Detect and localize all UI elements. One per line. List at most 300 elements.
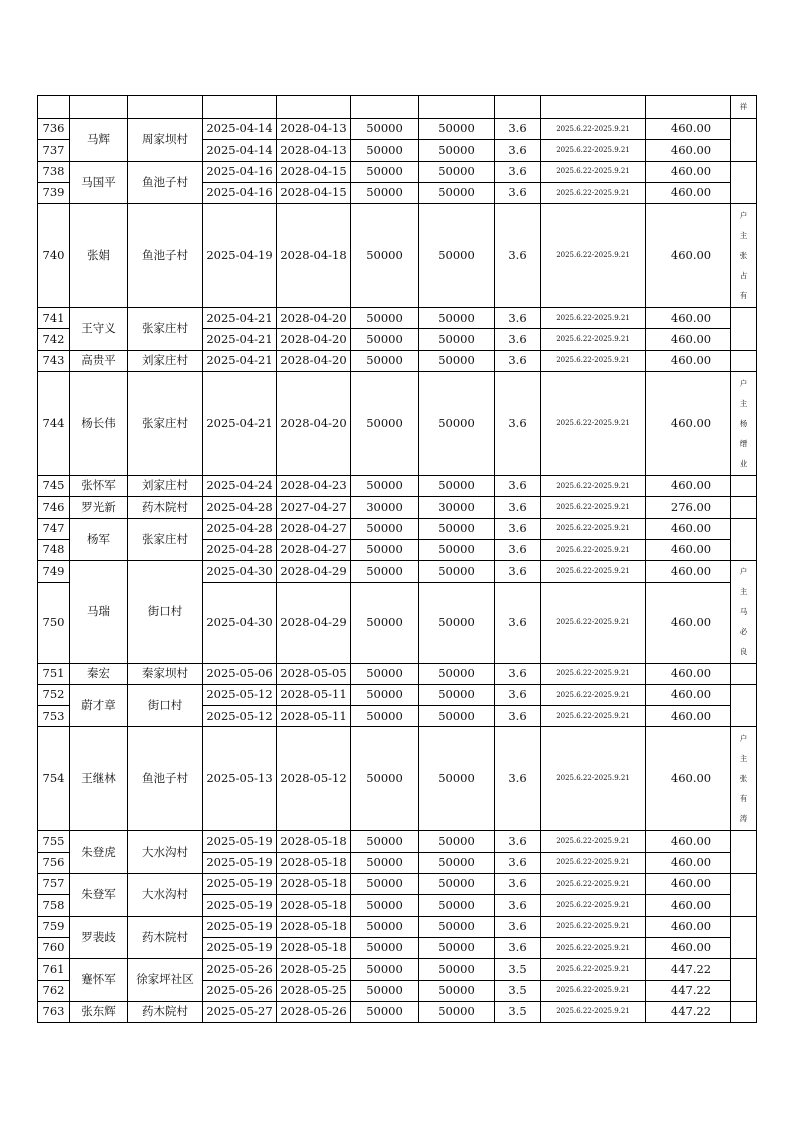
- cell-balance: 50000: [419, 539, 495, 560]
- cell-name: 罗光新: [70, 497, 128, 518]
- cell-end-date: 2028-04-20: [277, 372, 351, 476]
- cell-rate: 3.6: [495, 582, 541, 663]
- cell-balance: 50000: [419, 1001, 495, 1022]
- cell-balance: 50000: [419, 874, 495, 895]
- cell-start-date: 2025-04-16: [203, 182, 277, 203]
- cell-note: [731, 204, 757, 308]
- cell-note: [731, 497, 757, 518]
- cell-balance: 50000: [419, 706, 495, 727]
- cell-name: 张娟: [70, 204, 128, 308]
- cell-loan: 50000: [351, 561, 419, 582]
- cell-note: [731, 518, 757, 561]
- cell-id: 759: [38, 916, 70, 937]
- cell-id: 746: [38, 497, 70, 518]
- cell-rate: 3.6: [495, 916, 541, 937]
- cell-rate: 3.5: [495, 959, 541, 980]
- table-row: [38, 959, 757, 980]
- cell-interest: 460.00: [646, 161, 731, 182]
- cell-loan: 50000: [351, 539, 419, 560]
- cell-id: 761: [38, 959, 70, 980]
- cell-loan: 50000: [351, 874, 419, 895]
- cell-id: 739: [38, 182, 70, 203]
- cell-rate: 3.6: [495, 161, 541, 182]
- cell-period: 2025.6.22-2025.9.21: [541, 582, 646, 663]
- cell-loan: 50000: [351, 582, 419, 663]
- cell-end-date: 2028-05-12: [277, 727, 351, 831]
- cell-rate: 3.6: [495, 182, 541, 203]
- cell-start-date: 2025-05-19: [203, 916, 277, 937]
- cell-period: 2025.6.22-2025.9.21: [541, 539, 646, 560]
- table-row: [38, 727, 757, 831]
- cell-start-date: 2025-05-13: [203, 727, 277, 831]
- cell-loan: 50000: [351, 1001, 419, 1022]
- cell-note: [731, 476, 757, 497]
- cell-interest: 447.22: [646, 980, 731, 1001]
- cell-interest: 460.00: [646, 182, 731, 203]
- cell-rate: 3.6: [495, 140, 541, 161]
- cell-id: 747: [38, 518, 70, 539]
- cell-village: 张家庄村: [128, 372, 203, 476]
- cell-end-date: 2028-05-05: [277, 663, 351, 684]
- cell-interest: 460.00: [646, 874, 731, 895]
- cell-interest: 460.00: [646, 895, 731, 916]
- cell-end-date: 2028-04-23: [277, 476, 351, 497]
- cell-start-date: 2025-05-12: [203, 706, 277, 727]
- cell-rate: 3.6: [495, 895, 541, 916]
- cell-rate: 3.6: [495, 684, 541, 705]
- cell-id: 758: [38, 895, 70, 916]
- cell-village: 刘家庄村: [128, 350, 203, 371]
- table-row: [38, 476, 757, 497]
- cell-name: 罗裴歧: [70, 916, 128, 959]
- cell-start-date: 2025-05-06: [203, 663, 277, 684]
- cell-interest: 460.00: [646, 831, 731, 852]
- cell-name: 秦宏: [70, 663, 128, 684]
- cell-loan: 50000: [351, 350, 419, 371]
- cell-name: 王继林: [70, 727, 128, 831]
- cell-rate: 3.6: [495, 874, 541, 895]
- cell-loan: 50000: [351, 852, 419, 873]
- cell-empty: [128, 96, 203, 119]
- cell-interest: 460.00: [646, 518, 731, 539]
- cell-id: 738: [38, 161, 70, 182]
- cell-start-date: 2025-04-24: [203, 476, 277, 497]
- cell-start-date: 2025-04-21: [203, 350, 277, 371]
- cell-period: 2025.6.22-2025.9.21: [541, 372, 646, 476]
- cell-village: 张家庄村: [128, 308, 203, 351]
- cell-start-date: 2025-05-26: [203, 980, 277, 1001]
- table-row: [38, 96, 757, 119]
- table-row: [38, 161, 757, 182]
- cell-start-date: 2025-05-19: [203, 937, 277, 958]
- cell-id: 755: [38, 831, 70, 852]
- cell-end-date: 2028-05-18: [277, 937, 351, 958]
- cell-balance: 50000: [419, 727, 495, 831]
- cell-period: 2025.6.22-2025.9.21: [541, 329, 646, 350]
- cell-period: 2025.6.22-2025.9.21: [541, 959, 646, 980]
- cell-id: 752: [38, 684, 70, 705]
- cell-period: 2025.6.22-2025.9.21: [541, 852, 646, 873]
- cell-rate: 3.6: [495, 350, 541, 371]
- cell-note: [731, 119, 757, 162]
- cell-rate: 3.5: [495, 1001, 541, 1022]
- cell-rate: 3.6: [495, 852, 541, 873]
- cell-end-date: 2028-05-11: [277, 684, 351, 705]
- cell-balance: 50000: [419, 204, 495, 308]
- cell-id: 753: [38, 706, 70, 727]
- cell-period: 2025.6.22-2025.9.21: [541, 518, 646, 539]
- cell-loan: 50000: [351, 895, 419, 916]
- cell-empty: [646, 96, 731, 119]
- cell-period: 2025.6.22-2025.9.21: [541, 476, 646, 497]
- table-row: [38, 874, 757, 895]
- cell-loan: 50000: [351, 329, 419, 350]
- cell-balance: 50000: [419, 937, 495, 958]
- table-row: [38, 831, 757, 852]
- cell-balance: 50000: [419, 350, 495, 371]
- cell-start-date: 2025-05-12: [203, 684, 277, 705]
- cell-balance: 50000: [419, 852, 495, 873]
- cell-rate: 3.6: [495, 727, 541, 831]
- cell-note: [731, 308, 757, 351]
- cell-loan: 50000: [351, 140, 419, 161]
- cell-loan: 50000: [351, 937, 419, 958]
- cell-end-date: 2028-04-15: [277, 182, 351, 203]
- cell-start-date: 2025-05-19: [203, 895, 277, 916]
- cell-interest: 460.00: [646, 663, 731, 684]
- cell-interest: 460.00: [646, 204, 731, 308]
- cell-start-date: 2025-05-19: [203, 852, 277, 873]
- cell-period: 2025.6.22-2025.9.21: [541, 497, 646, 518]
- cell-id: 760: [38, 937, 70, 958]
- cell-rate: 3.6: [495, 204, 541, 308]
- cell-loan: 50000: [351, 119, 419, 140]
- cell-village: 周家坝村: [128, 119, 203, 162]
- cell-interest: 460.00: [646, 476, 731, 497]
- cell-loan: 50000: [351, 980, 419, 1001]
- cell-id: 762: [38, 980, 70, 1001]
- cell-id: 750: [38, 582, 70, 663]
- cell-interest: 460.00: [646, 561, 731, 582]
- cell-id: 737: [38, 140, 70, 161]
- cell-period: 2025.6.22-2025.9.21: [541, 895, 646, 916]
- cell-name: 蔚才章: [70, 684, 128, 727]
- cell-period: 2025.6.22-2025.9.21: [541, 706, 646, 727]
- cell-id: 744: [38, 372, 70, 476]
- cell-balance: 50000: [419, 476, 495, 497]
- cell-note: [731, 1001, 757, 1022]
- cell-start-date: 2025-04-21: [203, 308, 277, 329]
- cell-period: 2025.6.22-2025.9.21: [541, 916, 646, 937]
- cell-period: 2025.6.22-2025.9.21: [541, 161, 646, 182]
- cell-period: 2025.6.22-2025.9.21: [541, 1001, 646, 1022]
- cell-empty: [38, 96, 70, 119]
- cell-end-date: 2028-04-13: [277, 140, 351, 161]
- cell-loan: 50000: [351, 161, 419, 182]
- cell-end-date: 2028-04-27: [277, 518, 351, 539]
- cell-loan: 50000: [351, 372, 419, 476]
- cell-interest: 460.00: [646, 706, 731, 727]
- cell-period: 2025.6.22-2025.9.21: [541, 140, 646, 161]
- cell-empty: [495, 96, 541, 119]
- cell-interest: 460.00: [646, 684, 731, 705]
- cell-start-date: 2025-04-16: [203, 161, 277, 182]
- cell-note: [731, 831, 757, 874]
- cell-village: 药木院村: [128, 1001, 203, 1022]
- cell-village: 鱼池子村: [128, 727, 203, 831]
- cell-balance: 50000: [419, 161, 495, 182]
- cell-name: 王守义: [70, 308, 128, 351]
- cell-period: 2025.6.22-2025.9.21: [541, 874, 646, 895]
- cell-end-date: 2028-05-18: [277, 852, 351, 873]
- cell-end-date: 2028-05-18: [277, 916, 351, 937]
- cell-end-date: 2028-04-27: [277, 539, 351, 560]
- table-row: [38, 663, 757, 684]
- cell-balance: 50000: [419, 308, 495, 329]
- cell-village: 街口村: [128, 684, 203, 727]
- cell-interest: 460.00: [646, 852, 731, 873]
- cell-village: 秦家坝村: [128, 663, 203, 684]
- cell-start-date: 2025-04-14: [203, 119, 277, 140]
- cell-note: [731, 372, 757, 476]
- cell-village: 鱼池子村: [128, 161, 203, 204]
- cell-period: 2025.6.22-2025.9.21: [541, 663, 646, 684]
- cell-empty: [351, 96, 419, 119]
- cell-rate: 3.6: [495, 497, 541, 518]
- cell-rate: 3.6: [495, 831, 541, 852]
- cell-end-date: 2028-05-11: [277, 706, 351, 727]
- cell-id: 742: [38, 329, 70, 350]
- cell-balance: 50000: [419, 518, 495, 539]
- cell-village: 药木院村: [128, 916, 203, 959]
- cell-period: 2025.6.22-2025.9.21: [541, 937, 646, 958]
- cell-period: 2025.6.22-2025.9.21: [541, 204, 646, 308]
- cell-balance: 30000: [419, 497, 495, 518]
- table-row: [38, 561, 757, 582]
- cell-balance: 50000: [419, 140, 495, 161]
- cell-rate: 3.6: [495, 937, 541, 958]
- cell-id: 751: [38, 663, 70, 684]
- cell-village: 徐家坪社区: [128, 959, 203, 1002]
- cell-rate: 3.6: [495, 518, 541, 539]
- cell-name: 杨军: [70, 518, 128, 561]
- cell-village: 大水沟村: [128, 831, 203, 874]
- cell-rate: 3.6: [495, 476, 541, 497]
- table-row: [38, 308, 757, 329]
- cell-loan: 50000: [351, 959, 419, 980]
- cell-rate: 3.6: [495, 706, 541, 727]
- cell-note: [731, 663, 757, 684]
- cell-note: [731, 959, 757, 1002]
- cell-interest: 276.00: [646, 497, 731, 518]
- cell-rate: 3.5: [495, 980, 541, 1001]
- cell-loan: 30000: [351, 497, 419, 518]
- table-row: [38, 350, 757, 371]
- cell-interest: 447.22: [646, 959, 731, 980]
- cell-name: 蹇怀军: [70, 959, 128, 1002]
- cell-interest: 460.00: [646, 308, 731, 329]
- cell-start-date: 2025-04-14: [203, 140, 277, 161]
- cell-end-date: 2028-05-25: [277, 980, 351, 1001]
- cell-interest: 460.00: [646, 937, 731, 958]
- cell-balance: 50000: [419, 959, 495, 980]
- cell-interest: 447.22: [646, 1001, 731, 1022]
- cell-interest: 460.00: [646, 539, 731, 560]
- cell-loan: 50000: [351, 308, 419, 329]
- cell-end-date: 2028-04-29: [277, 561, 351, 582]
- cell-end-date: 2028-04-15: [277, 161, 351, 182]
- cell-end-date: 2028-04-29: [277, 582, 351, 663]
- table-row: [38, 1001, 757, 1022]
- cell-end-date: 2028-05-25: [277, 959, 351, 980]
- cell-id: 736: [38, 119, 70, 140]
- cell-loan: 50000: [351, 204, 419, 308]
- cell-name: 张怀军: [70, 476, 128, 497]
- cell-id: 749: [38, 561, 70, 582]
- cell-name: 朱登军: [70, 874, 128, 917]
- cell-end-date: 2028-04-20: [277, 329, 351, 350]
- cell-loan: 50000: [351, 706, 419, 727]
- cell-end-date: 2028-05-18: [277, 895, 351, 916]
- cell-interest: 460.00: [646, 727, 731, 831]
- cell-balance: 50000: [419, 663, 495, 684]
- cell-balance: 50000: [419, 119, 495, 140]
- cell-empty: [203, 96, 277, 119]
- cell-start-date: 2025-05-26: [203, 959, 277, 980]
- loan-table-container: [37, 95, 757, 1023]
- cell-end-date: 2028-05-18: [277, 874, 351, 895]
- table-row: [38, 684, 757, 705]
- cell-period: 2025.6.22-2025.9.21: [541, 308, 646, 329]
- cell-note: [731, 874, 757, 917]
- cell-note: [731, 916, 757, 959]
- cell-rate: 3.6: [495, 561, 541, 582]
- cell-balance: 50000: [419, 684, 495, 705]
- note-text: 户主张有涛: [739, 733, 748, 823]
- cell-rate: 3.6: [495, 539, 541, 560]
- cell-note: [731, 161, 757, 204]
- cell-period: 2025.6.22-2025.9.21: [541, 684, 646, 705]
- cell-loan: 50000: [351, 831, 419, 852]
- cell-loan: 50000: [351, 727, 419, 831]
- cell-start-date: 2025-04-28: [203, 539, 277, 560]
- cell-id: 748: [38, 539, 70, 560]
- table-row: [38, 204, 757, 308]
- cell-loan: 50000: [351, 518, 419, 539]
- cell-start-date: 2025-04-19: [203, 204, 277, 308]
- cell-interest: 460.00: [646, 916, 731, 937]
- cell-id: 740: [38, 204, 70, 308]
- cell-village: 药木院村: [128, 497, 203, 518]
- cell-start-date: 2025-04-30: [203, 561, 277, 582]
- cell-start-date: 2025-05-19: [203, 831, 277, 852]
- cell-id: 741: [38, 308, 70, 329]
- cell-village: 大水沟村: [128, 874, 203, 917]
- cell-end-date: 2028-05-18: [277, 831, 351, 852]
- cell-balance: 50000: [419, 980, 495, 1001]
- cell-balance: 50000: [419, 582, 495, 663]
- cell-id: 754: [38, 727, 70, 831]
- cell-start-date: 2025-04-21: [203, 329, 277, 350]
- cell-rate: 3.6: [495, 372, 541, 476]
- cell-end-date: 2028-04-13: [277, 119, 351, 140]
- cell-period: 2025.6.22-2025.9.21: [541, 980, 646, 1001]
- cell-start-date: 2025-05-27: [203, 1001, 277, 1022]
- cell-id: 743: [38, 350, 70, 371]
- table-row: [38, 916, 757, 937]
- cell-note: [731, 350, 757, 371]
- table-row: [38, 372, 757, 476]
- cell-interest: 460.00: [646, 350, 731, 371]
- cell-start-date: 2025-04-21: [203, 372, 277, 476]
- cell-loan: 50000: [351, 182, 419, 203]
- cell-interest: 460.00: [646, 582, 731, 663]
- cell-start-date: 2025-05-19: [203, 874, 277, 895]
- cell-name: 马瑞: [70, 561, 128, 663]
- cell-balance: 50000: [419, 561, 495, 582]
- cell-rate: 3.6: [495, 308, 541, 329]
- cell-empty: [70, 96, 128, 119]
- cell-note: 祥: [731, 96, 757, 119]
- cell-id: 763: [38, 1001, 70, 1022]
- table-row: [38, 518, 757, 539]
- cell-start-date: 2025-04-30: [203, 582, 277, 663]
- cell-interest: 460.00: [646, 372, 731, 476]
- cell-period: 2025.6.22-2025.9.21: [541, 182, 646, 203]
- cell-balance: 50000: [419, 329, 495, 350]
- cell-period: 2025.6.22-2025.9.21: [541, 727, 646, 831]
- cell-end-date: 2028-04-18: [277, 204, 351, 308]
- cell-balance: 50000: [419, 831, 495, 852]
- cell-id: 745: [38, 476, 70, 497]
- cell-name: 朱登虎: [70, 831, 128, 874]
- cell-end-date: 2028-05-26: [277, 1001, 351, 1022]
- cell-note: [731, 727, 757, 831]
- table-row: [38, 497, 757, 518]
- cell-period: 2025.6.22-2025.9.21: [541, 350, 646, 371]
- cell-interest: 460.00: [646, 119, 731, 140]
- note-text: 户主张占有: [739, 210, 748, 300]
- cell-village: 刘家庄村: [128, 476, 203, 497]
- cell-loan: 50000: [351, 476, 419, 497]
- cell-balance: 50000: [419, 372, 495, 476]
- cell-note: [731, 561, 757, 663]
- cell-id: 757: [38, 874, 70, 895]
- cell-period: 2025.6.22-2025.9.21: [541, 119, 646, 140]
- cell-interest: 460.00: [646, 140, 731, 161]
- table-row: [38, 119, 757, 140]
- cell-loan: 50000: [351, 684, 419, 705]
- cell-rate: 3.6: [495, 663, 541, 684]
- cell-balance: 50000: [419, 916, 495, 937]
- cell-name: 杨长伟: [70, 372, 128, 476]
- cell-name: 马辉: [70, 119, 128, 162]
- note-text: 户主马必良: [739, 566, 748, 656]
- cell-name: 马国平: [70, 161, 128, 204]
- cell-empty: [541, 96, 646, 119]
- cell-rate: 3.6: [495, 119, 541, 140]
- cell-period: 2025.6.22-2025.9.21: [541, 561, 646, 582]
- cell-note: [731, 684, 757, 727]
- cell-name: 高贵平: [70, 350, 128, 371]
- cell-village: 张家庄村: [128, 518, 203, 561]
- cell-village: 鱼池子村: [128, 204, 203, 308]
- cell-start-date: 2025-04-28: [203, 518, 277, 539]
- cell-loan: 50000: [351, 916, 419, 937]
- loan-table: [37, 95, 757, 1023]
- cell-balance: 50000: [419, 895, 495, 916]
- cell-end-date: 2028-04-20: [277, 350, 351, 371]
